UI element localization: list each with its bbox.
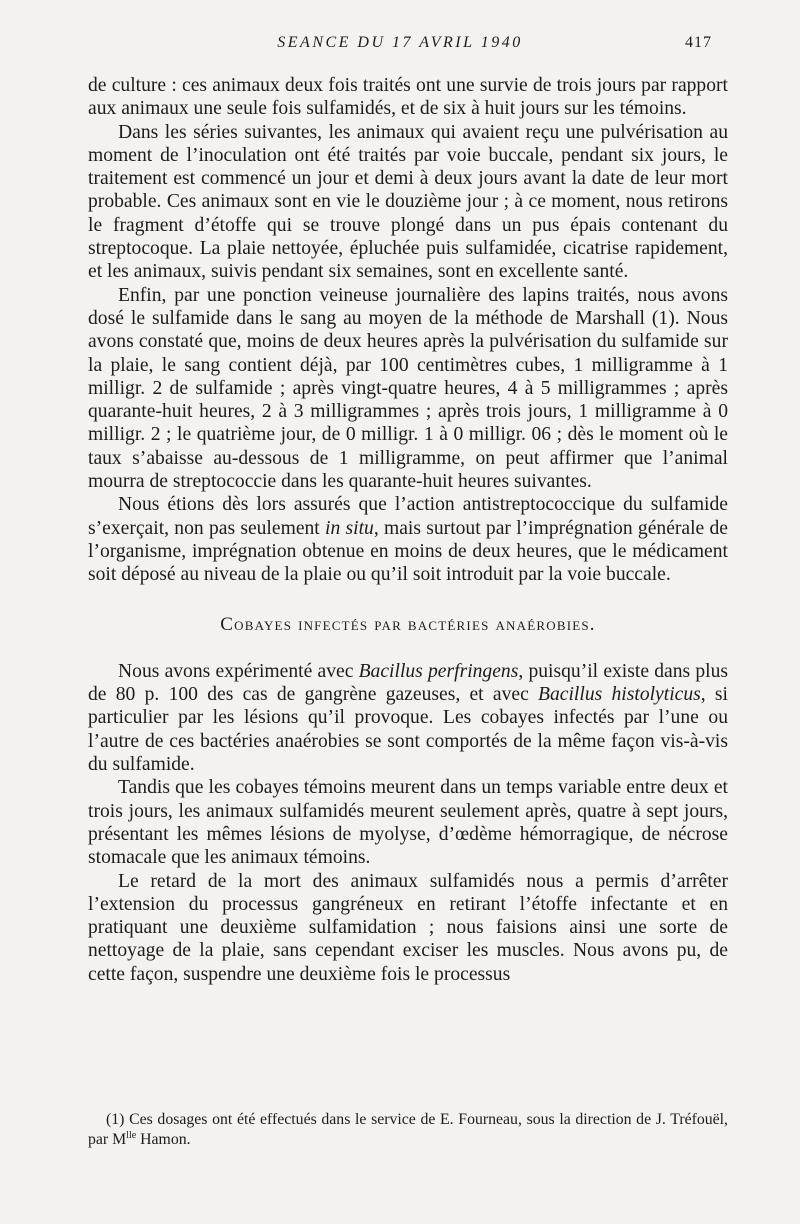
footnote-text-b: Hamon.: [136, 1131, 191, 1148]
running-head: [88, 34, 712, 58]
footnote-superscript: lle: [126, 1130, 137, 1141]
paragraph-4-text-a: Nous étions dès lors assurés que l’action antistreptococcique du sulfamide s’exerçait, non pas seulement: [88, 494, 728, 539]
paragraph-1: de culture : ces animaux deux fois traités ont une survie de trois jours par rapport aux animaux une seule fois sulfamidés, et de six à huit jours sur les témoins.: [88, 75, 728, 120]
article-body: [88, 74, 728, 986]
paragraph-5-italic-2: Bacillus histolyticus: [538, 684, 701, 706]
paragraph-4-italic: in situ: [325, 517, 374, 539]
paragraph-5-text-a: Nous avons expérimenté avec: [118, 660, 359, 682]
running-title: SEANCE DU 17 AVRIL 1940: [277, 34, 523, 51]
paragraph-6: Tandis que les cobayes témoins meurent dans un temps variable entre deux et trois jours, les animaux sulfamidés meurent seulement après, quatre à sept jours, présentant les mêmes lésions de myolyse, d’œdème hémorragique, de nécrose stomacale que les animaux témoins.: [88, 777, 728, 869]
paragraph-5: [88, 660, 728, 776]
paragraph-5-text-c: , si particulier par les lésions qu’il provoque. Les cobayes infectés par l’une ou l’autre de ces bactéries anaérobies se sont comportés de la même façon vis-à-vis du sulfamide.: [88, 684, 728, 776]
footnote: [88, 1110, 728, 1150]
page-number: 417: [685, 34, 712, 51]
paragraph-4-text-b: , mais surtout par l’imprégnation générale de l’organisme, imprégnation obtenue en moins de deux heures, que le médicament soit déposé au niveau de la plaie ou qu’il soit introduit par la voie buccale.: [88, 517, 728, 586]
paragraph-2: Dans les séries suivantes, les animaux qui avaient reçu une pulvérisation au moment de l’inoculation ont été traités par voie buccale, pendant six jours, le traitement est commencé un jour et demi à deux jours avant la date de leur mort probable. Ces animaux sont en vie le douzième jour ; à ce moment, nous retirons le fragment d’étoffe qui se trouve plongé dans un pus épais contenant du streptocoque. La plaie nettoyée, épluchée puis sulfamidée, cicatrise rapidement, et les animaux, suivis pendant six semaines, sont en excellente santé.: [88, 121, 728, 283]
paragraph-4: [88, 493, 728, 586]
paragraph-5-text-b: , puisqu’il existe dans plus de 80 p. 100 des cas de gangrène gazeuses, et avec: [88, 660, 728, 706]
footnote-text-a: (1) Ces dosages ont été effectués dans le service de E. Fourneau, sous la direction de J. Tréfouël, par M: [88, 1111, 728, 1148]
paragraph-3: Enfin, par une ponction veineuse journalière des lapins traités, nous avons dosé le sulfamide dans le sang au moyen de la méthode de Marshall (1). Nous avons constaté que, moins de deux heures après la pulvérisation du sulfamide sur la plaie, le sang contient déjà, par 100 centimètres cubes, 1 milligramme à 1 milligr. 2 de sulfamide ; après vingt-quatre heures, 4 à 5 milligrammes ; après quarante-huit heures, 2 à 3 milligrammes ; après trois jours, 1 milligramme à 0 milligr. 2 ; le quatrième jour, de 0 milligr. 1 à 0 milligr. 06 ; dès le moment où le taux s’abaisse au-dessous de 1 milligramme, on peut affirmer que l’animal mourra de streptococcie dans les quarante-huit heures suivantes.: [88, 284, 728, 493]
paragraph-7: Le retard de la mort des animaux sulfamidés nous a permis d’arrêter l’extension du processus gangréneux en retirant l’étoffe infectante et en pratiquant une deuxième sulfamidation ; nous faisions ainsi une sorte de nettoyage de la plaie, sans cependant exciser les muscles. Nous avons pu, de cette façon, suspendre une deuxième fois le processus: [88, 870, 728, 985]
paragraph-5-italic-1: Bacillus perfringens: [358, 660, 519, 682]
section-heading: Cobayes infectés par bactéries anaérobies.: [220, 613, 596, 635]
